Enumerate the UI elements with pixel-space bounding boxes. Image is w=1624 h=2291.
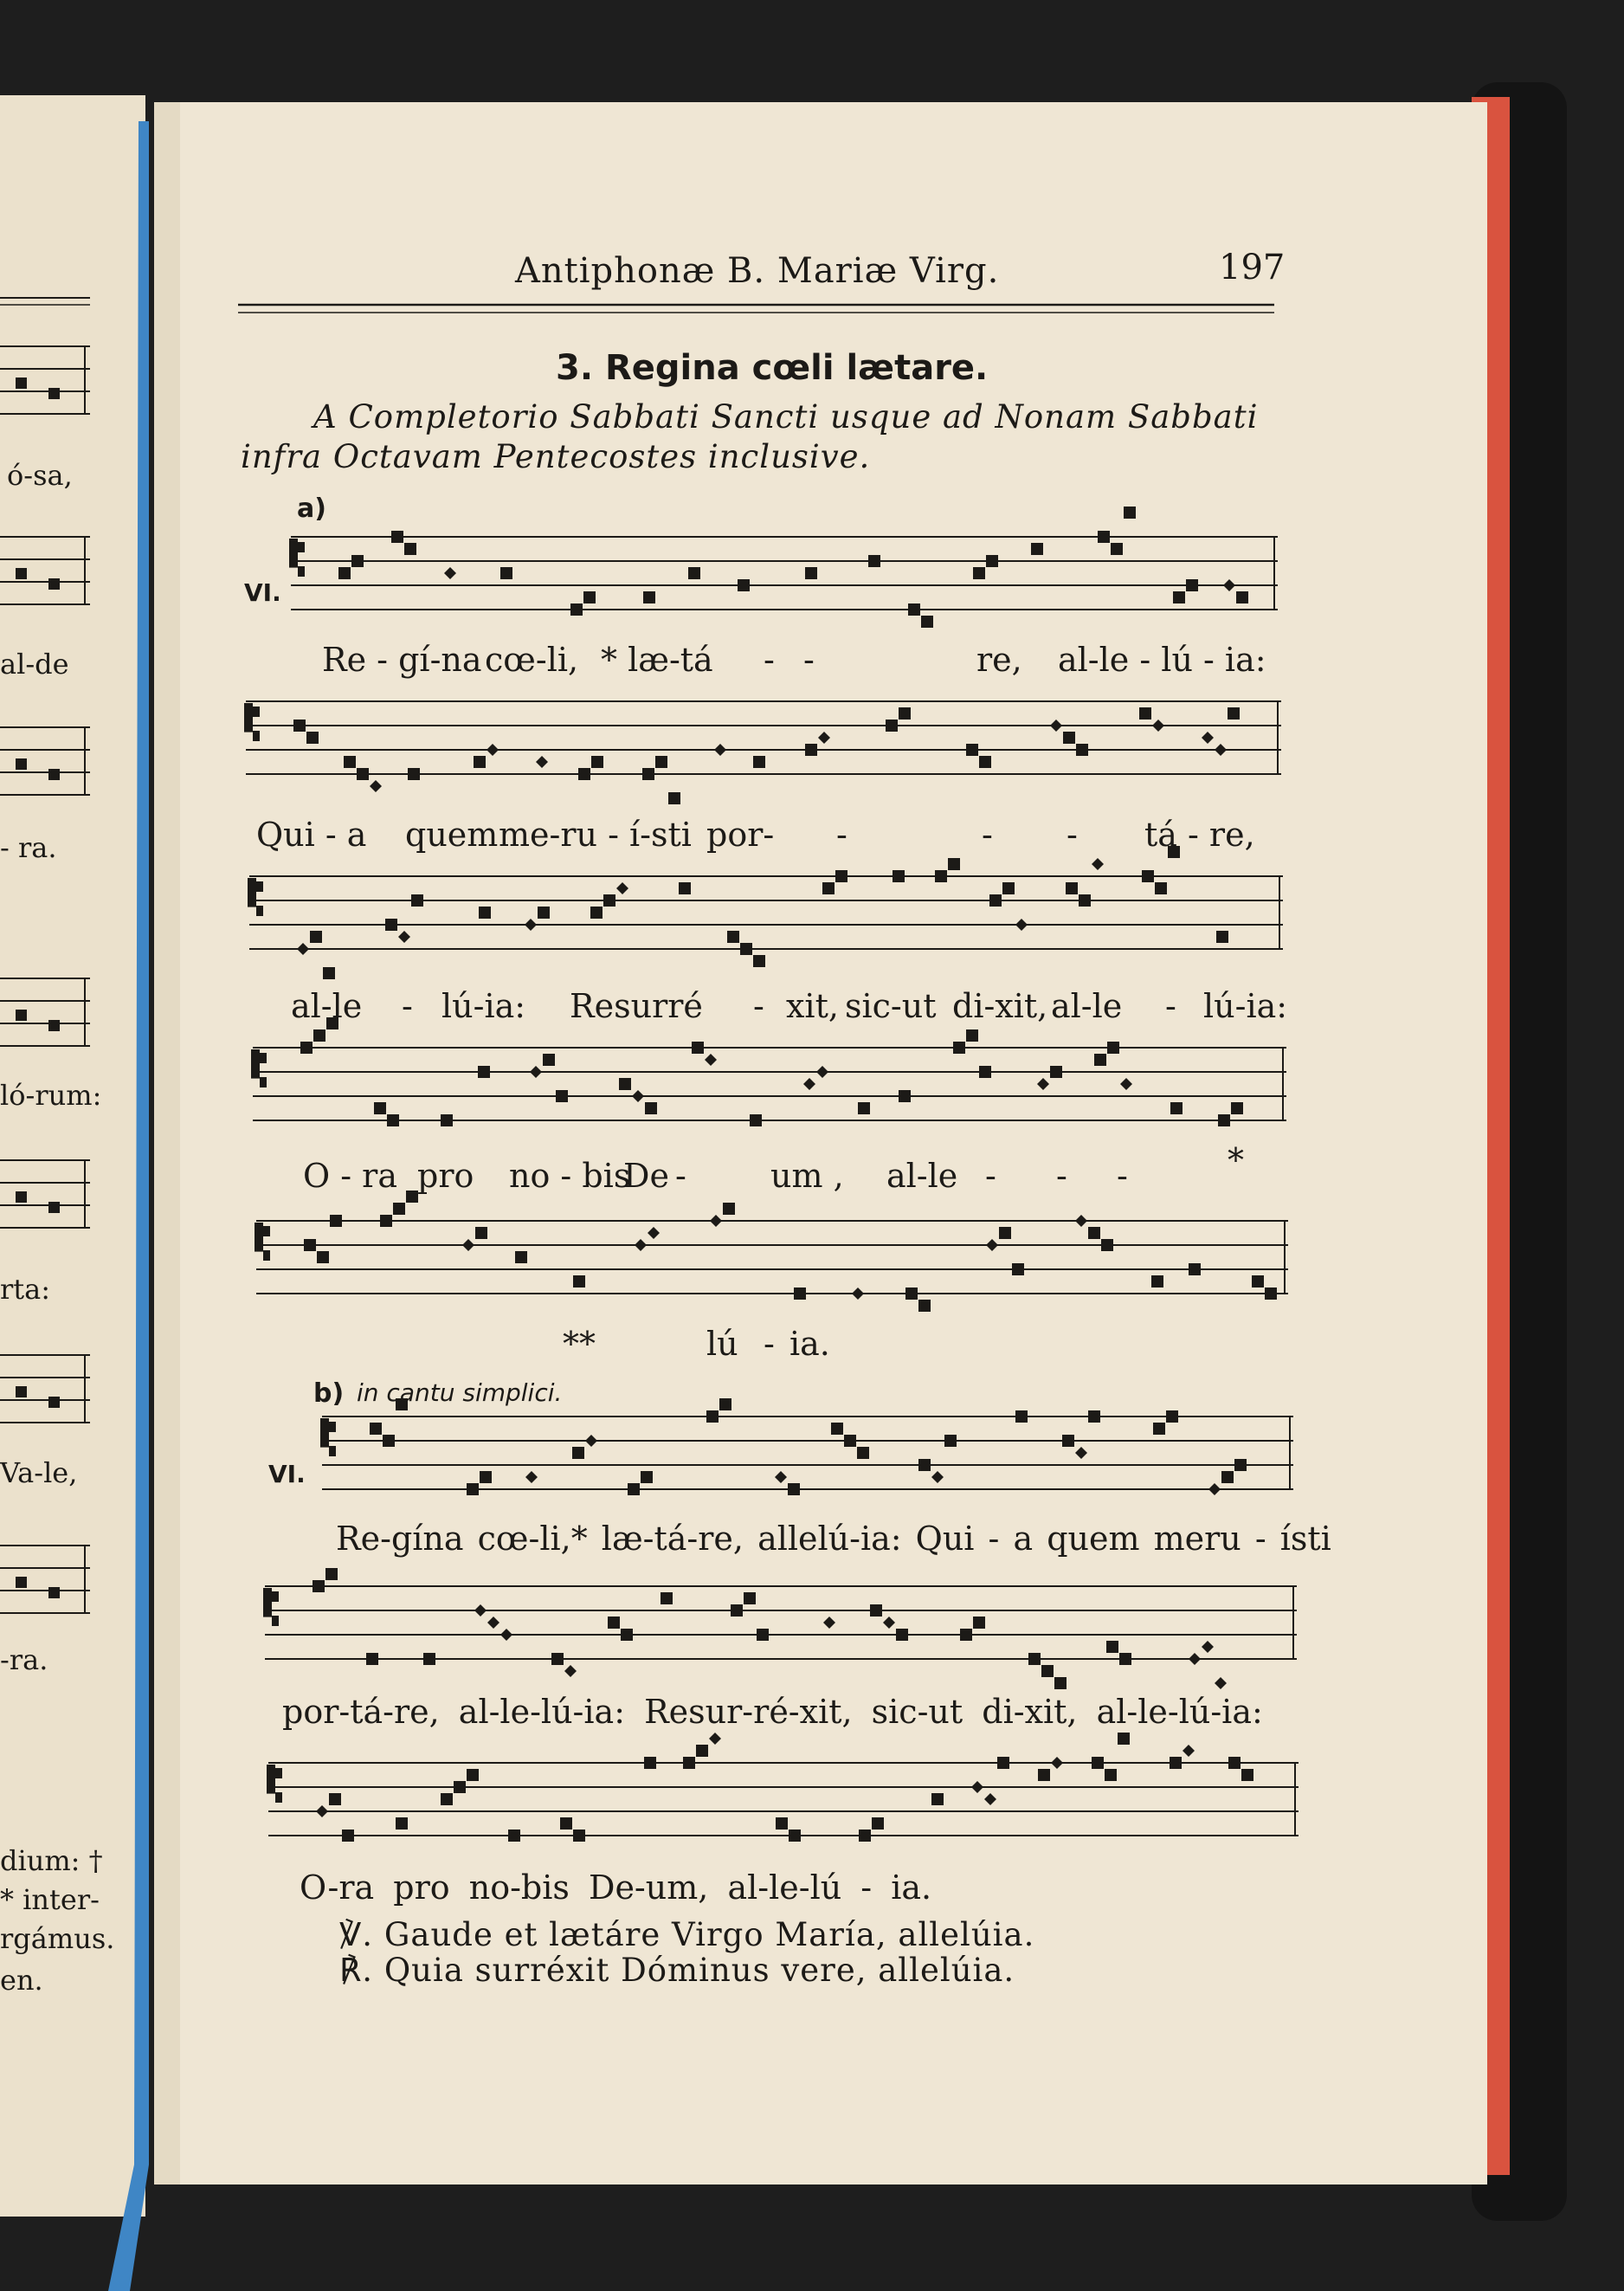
neume-punctum (1252, 1275, 1264, 1287)
neume-punctum (979, 756, 991, 768)
neume-punctum (1079, 894, 1091, 907)
c-clef (253, 731, 260, 741)
neume-punctum (573, 1830, 585, 1842)
neume-punctum (572, 1447, 584, 1459)
neume-punctum (731, 1604, 743, 1617)
lyric-syllable: al-le (291, 987, 363, 1025)
left-page-fragment: * inter- (0, 1883, 100, 1916)
neume-punctum (989, 894, 1002, 907)
neume-punctum (794, 1287, 806, 1300)
lyric-syllable: ia. (789, 1325, 830, 1363)
neume-punctum (1106, 1641, 1118, 1653)
neume-punctum (551, 1653, 564, 1665)
c-clef (255, 1223, 263, 1252)
neume-punctum (642, 768, 654, 780)
neume-punctum (1098, 531, 1110, 543)
neume-punctum (899, 707, 911, 720)
c-clef (260, 1077, 267, 1087)
neume-punctum (515, 1251, 527, 1263)
neume-punctum (1186, 579, 1198, 591)
lyrics-b-line-1: Re-gína cœ-li,* læ-tá-re, allelú-ia: Qui - a quem meru - ísti (336, 1520, 1331, 1558)
neume-punctum (393, 1203, 405, 1215)
neume-punctum (357, 768, 369, 780)
neume-punctum (908, 603, 920, 616)
neume-punctum (404, 543, 416, 555)
lyric-syllable: lú-ia: (441, 987, 526, 1025)
neume-punctum (1012, 1263, 1024, 1275)
neume-punctum (423, 1653, 435, 1665)
neume-punctum (750, 1114, 762, 1126)
neume-punctum (441, 1793, 453, 1805)
lyric-syllable: lú-ia: (1203, 987, 1288, 1025)
neume-punctum (1088, 1410, 1100, 1423)
neume-punctum (858, 1102, 870, 1114)
neume-punctum (1155, 882, 1167, 894)
response-symbol: ℟. (339, 1952, 374, 1989)
neume-punctum (1111, 543, 1123, 555)
neume-punctum (1101, 1239, 1113, 1251)
lyrics-b-line-3: O-ra pro no-bis De-um, al-le-lú - ia. (300, 1868, 932, 1907)
left-neume (48, 578, 60, 590)
c-clef (289, 539, 298, 568)
neume-punctum (1236, 591, 1248, 603)
lyric-syllable: - (1067, 816, 1078, 854)
c-clef (256, 881, 263, 892)
neume-punctum (583, 591, 596, 603)
neume-punctum (644, 1757, 656, 1769)
response-text: Quia surréxit Dóminus vere, allelúia. (383, 1952, 1015, 1989)
neume-punctum (387, 1114, 399, 1126)
neume-punctum (870, 1604, 882, 1617)
neume-punctum (973, 567, 985, 579)
version-b-label: b) (313, 1378, 345, 1409)
neume-punctum (325, 1568, 338, 1580)
neume-punctum (1119, 1653, 1131, 1665)
neume-punctum (304, 1239, 316, 1251)
neume-punctum (556, 1090, 568, 1102)
neume-punctum (591, 756, 603, 768)
neume-punctum (508, 1830, 520, 1842)
left-page-fragment: -ra. (0, 1643, 48, 1676)
mode-label-b: VI. (268, 1460, 306, 1488)
neume-punctum (1221, 1471, 1234, 1483)
neume-punctum (1231, 1102, 1243, 1114)
neume-punctum (1066, 882, 1078, 894)
neume-punctum (500, 567, 512, 579)
neume-punctum (342, 1830, 354, 1842)
running-title: Antiphonæ B. Mariæ Virg. (515, 251, 1000, 291)
c-clef (244, 703, 253, 732)
lyric-syllable: - (764, 1325, 775, 1363)
neume-punctum (1062, 1435, 1074, 1447)
c-clef (263, 1226, 270, 1236)
neume-punctum (655, 756, 667, 768)
neume-punctum (385, 919, 397, 931)
neume-punctum (844, 1435, 856, 1447)
neume-punctum (960, 1629, 972, 1641)
neume-punctum (1153, 1423, 1165, 1435)
neume-punctum (679, 882, 691, 894)
neume-punctum (1050, 1066, 1062, 1078)
version-a-label: a) (297, 494, 326, 524)
left-neume (16, 568, 27, 579)
neume-punctum (918, 1300, 931, 1312)
lyric-syllable: pro (417, 1157, 474, 1195)
versicle (339, 1916, 1034, 1953)
neume-punctum (1151, 1275, 1163, 1287)
neume-punctum (1063, 732, 1075, 744)
left-neume (16, 1010, 27, 1021)
lyric-syllable: - (1056, 1157, 1067, 1195)
c-clef (272, 1591, 279, 1602)
neume-punctum (621, 1629, 633, 1641)
left-page-fragment: dium: † (0, 1844, 103, 1877)
lyric-syllable: Resurré (570, 987, 703, 1025)
neume-punctum (543, 1054, 555, 1066)
neume-punctum (293, 720, 306, 732)
neume-punctum (538, 907, 550, 919)
left-neume (16, 1577, 27, 1588)
neume-punctum (918, 1459, 931, 1471)
neume-punctum (1228, 707, 1240, 720)
c-clef (263, 1588, 272, 1617)
neume-punctum (696, 1745, 708, 1757)
neume-punctum (805, 744, 817, 756)
neume-punctum (1170, 1102, 1183, 1114)
neume-punctum (905, 1287, 918, 1300)
neume-punctum (300, 1042, 313, 1054)
lyric-syllable: - (764, 641, 775, 679)
neume-punctum (1216, 931, 1228, 943)
neume-punctum (1234, 1459, 1247, 1471)
neume-punctum (944, 1435, 957, 1447)
lyric-syllable: - (675, 1157, 686, 1195)
lyric-syllable: O - ra (303, 1157, 397, 1195)
lyric-syllable: por- (706, 816, 775, 854)
neume-punctum (921, 616, 933, 628)
neume-punctum (628, 1483, 640, 1495)
neume-punctum (719, 1398, 731, 1410)
neume-punctum (366, 1653, 378, 1665)
neume-punctum (727, 931, 739, 943)
left-page-fragment: ó-sa, (7, 459, 73, 492)
neume-punctum (1142, 870, 1154, 882)
neume-punctum (479, 907, 491, 919)
rubric-line-1: A Completorio Sabbati Sancti usque ad Nonam Sabbati (313, 398, 1259, 436)
lyric-syllable: re, (976, 641, 1022, 679)
lyric-syllable: cœ-li, (485, 641, 579, 679)
neume-punctum (1031, 543, 1043, 555)
neume-punctum (317, 1251, 329, 1263)
neume-punctum (753, 955, 765, 967)
neume-punctum (1241, 1769, 1253, 1781)
neume-punctum (744, 1592, 756, 1604)
neume-punctum (872, 1817, 884, 1830)
neume-punctum (408, 768, 420, 780)
neume-punctum (757, 1629, 769, 1641)
left-neume (48, 1397, 60, 1408)
lyric-syllable: um , (770, 1157, 844, 1195)
neume-punctum (868, 555, 880, 567)
neume-punctum (1118, 1733, 1130, 1745)
neume-punctum (603, 894, 615, 907)
neume-punctum (441, 1114, 453, 1126)
neume-punctum (391, 531, 403, 543)
neume-punctum (578, 768, 590, 780)
neume-punctum (370, 1423, 382, 1435)
neume-punctum (1076, 744, 1088, 756)
lyric-syllable: - (753, 987, 764, 1025)
lyric-syllable: Qui - a (256, 816, 367, 854)
neume-punctum (1166, 1410, 1178, 1423)
response (339, 1952, 1015, 1989)
neume-punctum (641, 1471, 653, 1483)
page-number: 197 (1219, 248, 1286, 287)
neume-punctum (396, 1817, 408, 1830)
neume-punctum (723, 1203, 735, 1215)
lyrics-b-line-2: por-tá-re, al-le-lú-ia: Resur-ré-xit, sic-ut di-xit, al-le-lú-ia: (282, 1693, 1263, 1731)
antiphon-title: 3. Regina cœli lætare. (556, 348, 989, 388)
neume-punctum (478, 1066, 490, 1078)
neume-punctum (1002, 882, 1015, 894)
lyric-syllable: al-le - lú - ia: (1058, 641, 1266, 679)
neume-punctum (776, 1817, 788, 1830)
neume-punctum (1088, 1227, 1100, 1239)
neume-punctum (692, 1042, 704, 1054)
left-neume (16, 758, 27, 770)
left-neume (48, 388, 60, 399)
lyric-syllable: De (623, 1157, 669, 1195)
left-page-fragment: rta: (0, 1273, 51, 1306)
lyric-syllable: quem (405, 816, 499, 854)
lyric-syllable: * læ-tá (601, 641, 713, 679)
left-page-fragment: al-de (0, 648, 69, 681)
lyric-syllable: - (1165, 987, 1176, 1025)
lyric-syllable: - (985, 1157, 996, 1195)
neume-punctum (948, 858, 960, 870)
neume-punctum (999, 1227, 1011, 1239)
neume-punctum (590, 907, 603, 919)
versicle-symbol: ℣. (339, 1916, 374, 1953)
neume-punctum (1189, 1263, 1201, 1275)
c-clef (260, 1053, 267, 1063)
neume-punctum (323, 967, 335, 979)
lyric-syllable: - (402, 987, 413, 1025)
neume-punctum (643, 591, 655, 603)
lyric-syllable: di-xit, (952, 987, 1048, 1025)
neume-punctum (306, 732, 319, 744)
c-clef (253, 707, 260, 717)
neume-punctum (688, 567, 700, 579)
neume-punctum (467, 1483, 479, 1495)
left-neume (48, 769, 60, 780)
neume-punctum (683, 1757, 695, 1769)
neume-punctum (886, 720, 898, 732)
neume-punctum (1094, 1054, 1106, 1066)
page-gutter-shade (154, 102, 180, 2185)
neume-punctum (310, 931, 322, 943)
neume-punctum (645, 1102, 657, 1114)
versicle-text: Gaude et lætáre Virgo María, allelúia. (383, 1916, 1035, 1953)
neume-punctum (805, 567, 817, 579)
neume-punctum (330, 1215, 342, 1227)
mode-label-a: VI. (244, 578, 281, 607)
neume-punctum (1028, 1653, 1041, 1665)
lyric-syllable: - (836, 816, 847, 854)
neume-punctum (893, 870, 905, 882)
neume-punctum (986, 555, 998, 567)
left-page-fragment: - ra. (0, 831, 57, 864)
neume-punctum (1218, 1114, 1230, 1126)
c-clef (263, 1250, 270, 1261)
neume-punctum (480, 1471, 492, 1483)
neume-punctum (973, 1617, 985, 1629)
left-neume (48, 1587, 60, 1598)
neume-punctum (608, 1617, 620, 1629)
neume-punctum (857, 1447, 869, 1459)
neume-punctum (1015, 1410, 1028, 1423)
lyric-syllable: al-le (1051, 987, 1123, 1025)
c-clef (272, 1616, 279, 1626)
lyric-syllable: - (982, 816, 993, 854)
neume-punctum (738, 579, 750, 591)
left-page-fragment: en. (0, 1964, 43, 1997)
c-clef (256, 906, 263, 916)
c-clef (320, 1418, 329, 1448)
neume-punctum (313, 1580, 325, 1592)
left-neume (16, 1191, 27, 1203)
neume-punctum (896, 1629, 908, 1641)
neume-punctum (1105, 1769, 1117, 1781)
neume-punctum (1173, 591, 1185, 603)
neume-punctum (661, 1592, 673, 1604)
neume-punctum (822, 882, 835, 894)
neume-punctum (1107, 1042, 1119, 1054)
left-neume (48, 1202, 60, 1213)
left-page-fragment: ló-rum: (0, 1079, 102, 1112)
lyric-syllable: - (803, 641, 815, 679)
rubric-line-2: infra Octavam Pentecostes inclusive. (241, 438, 871, 475)
neume-punctum (966, 1029, 978, 1042)
neume-punctum (374, 1102, 386, 1114)
neume-punctum (931, 1793, 944, 1805)
c-clef (329, 1422, 336, 1432)
neume-punctum (1092, 1757, 1104, 1769)
neume-punctum (573, 1275, 585, 1287)
c-clef (275, 1792, 282, 1803)
c-clef (329, 1446, 336, 1456)
lyric-syllable: xit, (786, 987, 839, 1025)
neume-punctum (313, 1029, 325, 1042)
left-neume (48, 1020, 60, 1031)
neume-punctum (454, 1781, 466, 1793)
neume-punctum (997, 1757, 1009, 1769)
lyric-syllable: ** (563, 1325, 596, 1363)
neume-punctum (953, 1042, 965, 1054)
neume-punctum (859, 1830, 871, 1842)
neume-punctum (570, 603, 583, 616)
c-clef (298, 566, 305, 577)
neume-punctum (706, 1410, 719, 1423)
neume-punctum (474, 756, 486, 768)
neume-punctum (935, 870, 947, 882)
neume-punctum (619, 1078, 631, 1090)
neume-punctum (835, 870, 847, 882)
neume-punctum (1124, 507, 1136, 519)
lyric-syllable: al-le (886, 1157, 958, 1195)
neume-punctum (1038, 1769, 1050, 1781)
left-neume (16, 1386, 27, 1397)
neume-punctum (467, 1769, 479, 1781)
c-clef (248, 878, 256, 907)
neume-punctum (406, 1191, 418, 1203)
neume-punctum (380, 1215, 392, 1227)
neume-punctum (789, 1830, 801, 1842)
neume-punctum (979, 1066, 991, 1078)
left-page-fragment: rgámus. (0, 1922, 115, 1955)
lyric-syllable: lú (706, 1325, 738, 1363)
neume-punctum (753, 756, 765, 768)
neume-punctum (966, 744, 978, 756)
lyric-syllable: Re - gí-na (322, 641, 482, 679)
c-clef (298, 542, 305, 552)
neume-punctum (411, 894, 423, 907)
neume-punctum (831, 1423, 843, 1435)
neume-punctum (560, 1817, 572, 1830)
neume-punctum (899, 1090, 911, 1102)
lyric-syllable: - (1117, 1157, 1128, 1195)
lyric-syllable: tá - re, (1144, 816, 1255, 854)
neume-punctum (1265, 1287, 1277, 1300)
neume-punctum (344, 756, 356, 768)
neume-punctum (1054, 1677, 1067, 1689)
neume-punctum (740, 943, 752, 955)
neume-punctum (1170, 1757, 1182, 1769)
c-clef (275, 1768, 282, 1778)
neume-punctum (1041, 1665, 1054, 1677)
neume-punctum (475, 1227, 487, 1239)
c-clef (267, 1765, 275, 1794)
lyric-syllable: * (1228, 1141, 1244, 1179)
neume-punctum (329, 1793, 341, 1805)
lyric-syllable: me-ru - í-sti (499, 816, 692, 854)
lyric-syllable: no - bis (509, 1157, 631, 1195)
c-clef (251, 1049, 260, 1079)
neume-punctum (383, 1435, 395, 1447)
neume-punctum (351, 555, 364, 567)
left-neume (16, 378, 27, 389)
neume-punctum (788, 1483, 800, 1495)
lyric-syllable: sic-ut (845, 987, 937, 1025)
neume-punctum (1139, 707, 1151, 720)
left-page-fragment: Va-le, (0, 1456, 78, 1489)
neume-punctum (1228, 1757, 1241, 1769)
neume-punctum (668, 792, 680, 804)
version-b-note: in cantu simplici. (357, 1378, 563, 1407)
neume-punctum (338, 567, 351, 579)
